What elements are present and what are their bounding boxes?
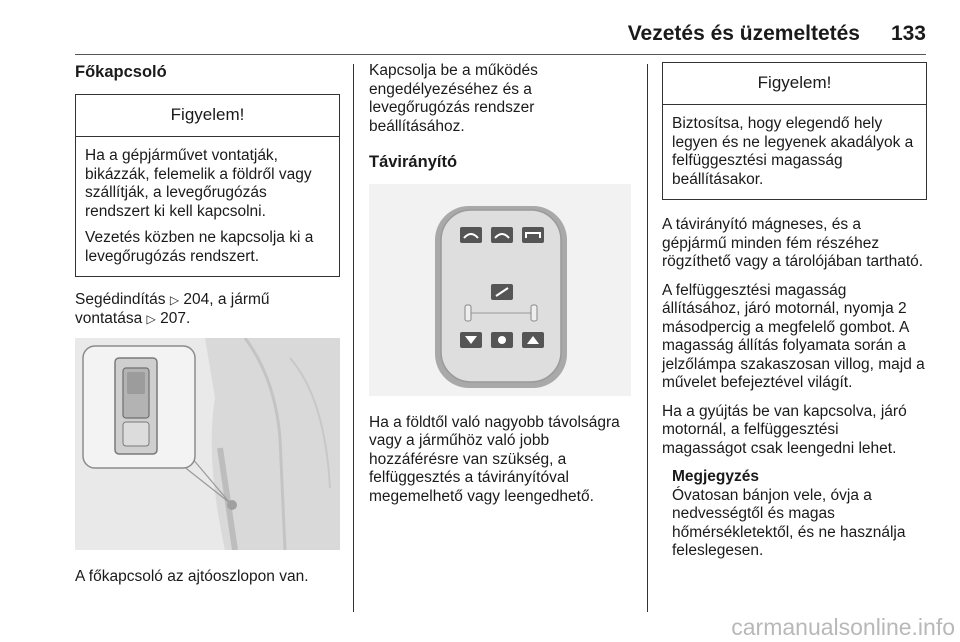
main-switch-photo bbox=[75, 338, 340, 556]
ref-towing-link[interactable]: 207. bbox=[160, 309, 191, 327]
warning-paragraph: Biztosítsa, hogy elegendő hely legyen és ne legyenek akadályok a felfüggesztési magasság beállításakor. bbox=[672, 115, 914, 188]
ref-towing-text: vontatása bbox=[75, 309, 143, 327]
page-ref-arrow-icon: ▷ bbox=[169, 293, 180, 307]
warning-paragraph-2: Vezetés közben ne kapcsolja ki a levegőrugózás rendszert. bbox=[85, 229, 314, 265]
page-header-title: Vezetés és üzemeltetés bbox=[627, 22, 860, 45]
page-number: 133 bbox=[890, 22, 926, 45]
ref-jump-start-link[interactable]: 204, a jármű bbox=[183, 291, 270, 308]
remote-control-body: Ha a földtől való nagyobb távolságra vagy a járműhöz való jobb hozzáférésre van szükség, a felfüggesztés a távirányítóval megemelhető vagy leengedhető. bbox=[369, 413, 620, 505]
photo-caption: A főkapcsoló az ajtóoszlopon van. bbox=[75, 567, 309, 585]
note-body: Óvatosan bánjon vele, óvja a nedvességtől és magas hőmérsékletektől, és ne használja feleslegesen. bbox=[672, 486, 906, 559]
note-box bbox=[672, 468, 927, 561]
ref-jump-start-text: Segédindítás bbox=[75, 291, 166, 308]
paragraph-ignition: Ha a gyújtás be van kapcsolva, járó motornál, a felfüggesztési magasságot csak leengedni lehet. bbox=[662, 402, 907, 457]
column-3 bbox=[662, 62, 927, 561]
section-heading-main-switch: Főkapcsoló bbox=[75, 63, 167, 81]
warning-paragraph-1: Ha a gépjárművet vontatják, bikázzák, felemelik a földről vagy szállítják, a levegőrugózás rendszert ki kell kapcsolni. bbox=[85, 147, 312, 220]
column-divider bbox=[353, 64, 354, 612]
remote-control-image bbox=[369, 184, 634, 402]
note-title: Megjegyzés bbox=[672, 468, 760, 485]
warning-body bbox=[663, 105, 926, 199]
cross-references bbox=[75, 291, 340, 328]
page-ref-arrow-icon: ▷ bbox=[146, 311, 156, 326]
paragraph-height-adjust: A felfüggesztési magasság állításához, járó motornál, nyomja 2 másodpercig a megfelelő gombot. A magasság állítás folyamata során a jelzőlámpa szakaszosan villog, majd a művelet befejeztével világít. bbox=[662, 281, 925, 391]
paragraph-magnetic: A távirányító mágneses, és a gépjármű minden fém részéhez rögzíthető vagy a tárolójában tartható. bbox=[662, 216, 924, 270]
warning-body bbox=[76, 137, 339, 276]
column-divider bbox=[647, 64, 648, 612]
warning-title: Figyelem! bbox=[663, 63, 926, 105]
column-1 bbox=[75, 62, 340, 596]
header-rule bbox=[75, 54, 926, 55]
warning-title: Figyelem! bbox=[76, 95, 339, 137]
watermark: carmanualsonline.info bbox=[731, 614, 955, 640]
warning-box-main-switch bbox=[75, 94, 340, 277]
column-2 bbox=[369, 62, 634, 516]
main-switch-illustration bbox=[75, 338, 340, 550]
warning-box-clearance bbox=[662, 62, 927, 200]
section-heading-remote-control: Távirányító bbox=[369, 153, 458, 171]
intro-paragraph: Kapcsolja be a működés engedélyezéséhez és a levegőrugózás rendszer beállításához. bbox=[369, 62, 538, 135]
remote-control-illustration bbox=[369, 184, 631, 396]
